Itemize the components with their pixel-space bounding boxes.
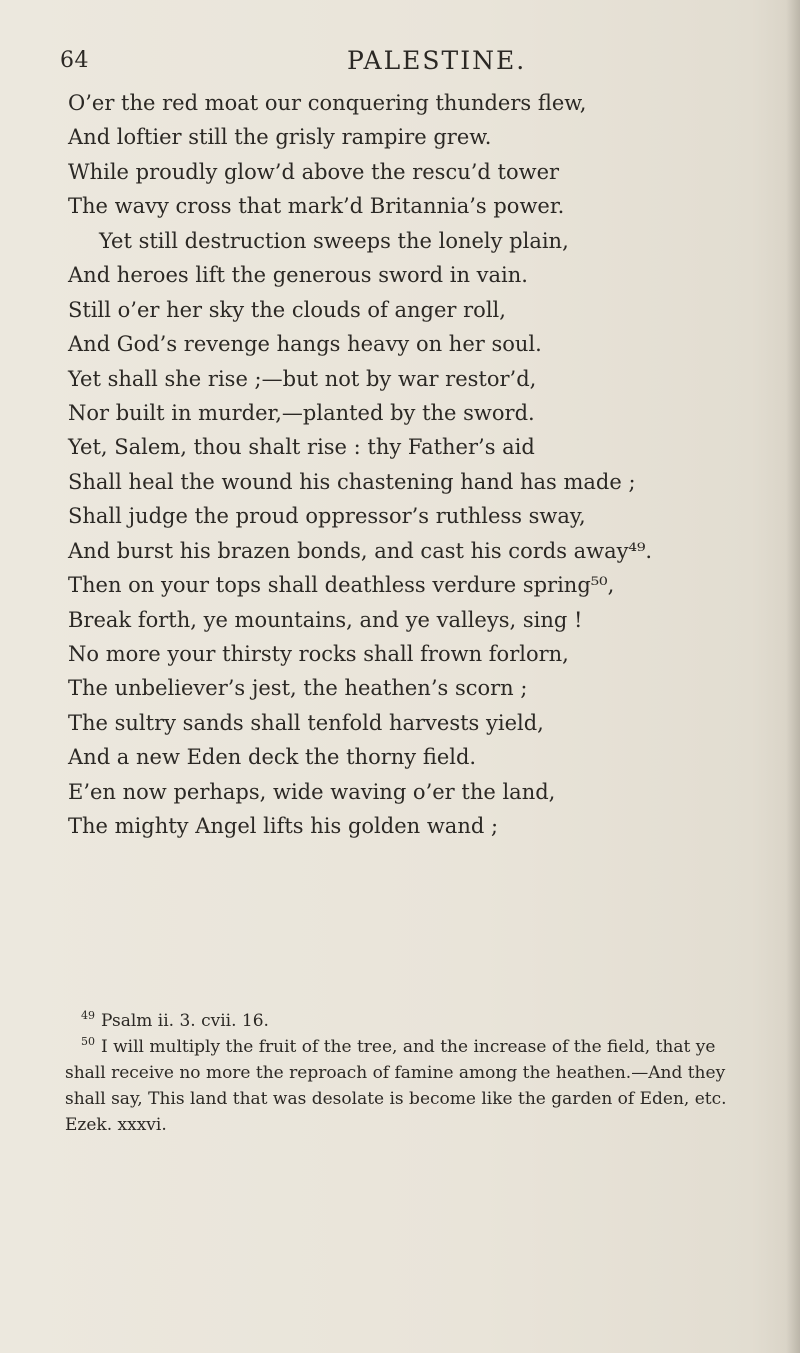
footnote bbox=[65, 1008, 755, 1034]
poem-text bbox=[68, 86, 748, 844]
poem-line: And burst his brazen bonds, and cast his cords away⁴⁹. bbox=[68, 538, 653, 563]
footnote bbox=[65, 1034, 755, 1138]
running-head: PALESTINE. bbox=[347, 46, 527, 75]
poem-line: Yet, Salem, thou shalt rise : thy Father’s aid bbox=[68, 435, 535, 460]
footnote-marker: 49 bbox=[81, 1009, 95, 1023]
poem-line: Yet shall she rise ;—but not by war restor’d, bbox=[68, 366, 537, 391]
page-edge-shadow bbox=[786, 0, 800, 1353]
footnote-marker: 50 bbox=[81, 1035, 95, 1049]
poem-line: While proudly glow’d above the rescu’d tower bbox=[68, 159, 560, 184]
poem-line: Break forth, ye mountains, and ye valleys, sing ! bbox=[68, 607, 583, 632]
poem-line: And a new Eden deck the thorny field. bbox=[68, 745, 477, 770]
poem-line: The wavy cross that mark’d Britannia’s power. bbox=[68, 194, 565, 219]
poem-line: The sultry sands shall tenfold harvests yield, bbox=[68, 710, 544, 735]
poem-line: The unbeliever’s jest, the heathen’s scorn ; bbox=[68, 676, 528, 701]
page-number: 64 bbox=[60, 48, 89, 73]
poem-line: No more your thirsty rocks shall frown forlorn, bbox=[68, 642, 569, 666]
poem-line: E’en now perhaps, wide waving o’er the land, bbox=[68, 779, 556, 804]
poem-line: And heroes lift the generous sword in vain. bbox=[68, 263, 528, 288]
footnote-text: I will multiply the fruit of the tree, and the increase of the field, that ye shall receive no more the reproach of famine among the heathen.—And they shall say, This land that was desolate is become like the garden of Eden, etc. Ezek. xxxvi. bbox=[65, 1037, 727, 1135]
poem-line: Still o’er her sky the clouds of anger roll, bbox=[68, 297, 506, 322]
poem-line: And God’s revenge hangs heavy on her soul. bbox=[68, 332, 542, 357]
poem-line: Shall heal the wound his chastening hand has made ; bbox=[68, 469, 636, 494]
poem-line: O’er the red moat our conquering thunders flew, bbox=[68, 91, 587, 115]
poem-line: Yet still destruction sweeps the lonely plain, bbox=[99, 228, 569, 253]
poem-line: Then on your tops shall deathless verdure spring⁵⁰, bbox=[68, 573, 615, 598]
poem-line: And loftier still the grisly rampire grew. bbox=[68, 125, 492, 150]
footnotes bbox=[65, 1008, 755, 1138]
poem-line: Shall judge the proud oppressor’s ruthless sway, bbox=[68, 504, 586, 529]
footnote-text: Psalm ii. 3. cvii. 16. bbox=[101, 1011, 269, 1031]
poem-line: Nor built in murder,—planted by the sword. bbox=[68, 400, 535, 425]
page-header bbox=[60, 44, 750, 84]
poem-line: The mighty Angel lifts his golden wand ; bbox=[68, 814, 499, 839]
